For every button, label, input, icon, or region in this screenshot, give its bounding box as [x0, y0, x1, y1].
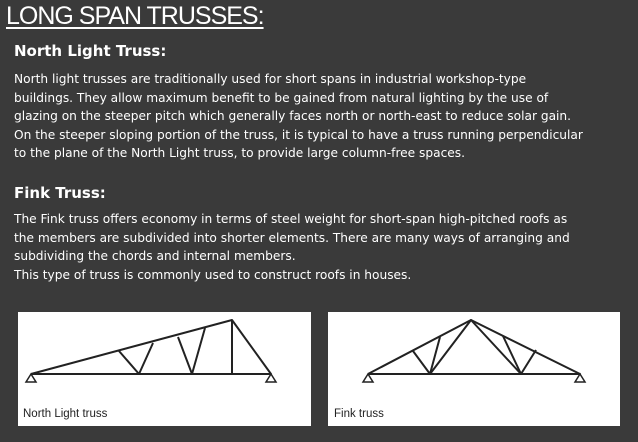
paragraph-line: On the steeper sloping portion of the truss, it is typical to have a truss running perpendicular — [14, 127, 583, 142]
right-support-icon — [266, 374, 276, 382]
paragraph-line: This type of truss is commonly used to construct roofs in houses. — [14, 267, 412, 282]
north-light-heading: North Light Truss: — [14, 42, 167, 60]
north-light-truss-figure — [18, 312, 311, 426]
paragraph-line: the members are subdivided into shorter elements. There are many ways of arranging and — [14, 230, 570, 245]
fink-truss-figure — [328, 312, 620, 426]
fink-paragraph — [14, 210, 634, 284]
left-support-icon — [26, 374, 36, 382]
fink-heading: Fink Truss: — [14, 184, 106, 202]
paragraph-line: The Fink truss offers economy in terms of steel weight for short-span high-pitched roofs as — [14, 212, 568, 226]
paragraph-line: North light trusses are traditionally used for short spans in industrial workshop-type — [14, 72, 527, 86]
north-light-web-mid — [178, 328, 205, 374]
fink-caption: Fink truss — [334, 408, 384, 420]
fink-chords — [368, 320, 580, 374]
right-support-icon — [575, 374, 585, 382]
page-title: LONG SPAN TRUSSES: — [6, 2, 264, 30]
north-light-paragraph — [14, 70, 634, 163]
paragraph-line: subdividing the chords and internal members. — [14, 249, 296, 264]
paragraph-line: to the plane of the North Light truss, to provide large column-free spaces. — [14, 146, 466, 161]
north-light-web-left — [119, 343, 153, 374]
fink-web-right — [503, 336, 536, 374]
paragraph-line: glazing on the steeper pitch which generally faces north or north-east to reduce solar gain. — [14, 109, 572, 124]
north-light-caption: North Light truss — [23, 408, 108, 420]
left-support-icon — [363, 374, 373, 382]
paragraph-line: buildings. They allow maximum benefit to be gained from natural lighting by the use of — [14, 90, 549, 105]
